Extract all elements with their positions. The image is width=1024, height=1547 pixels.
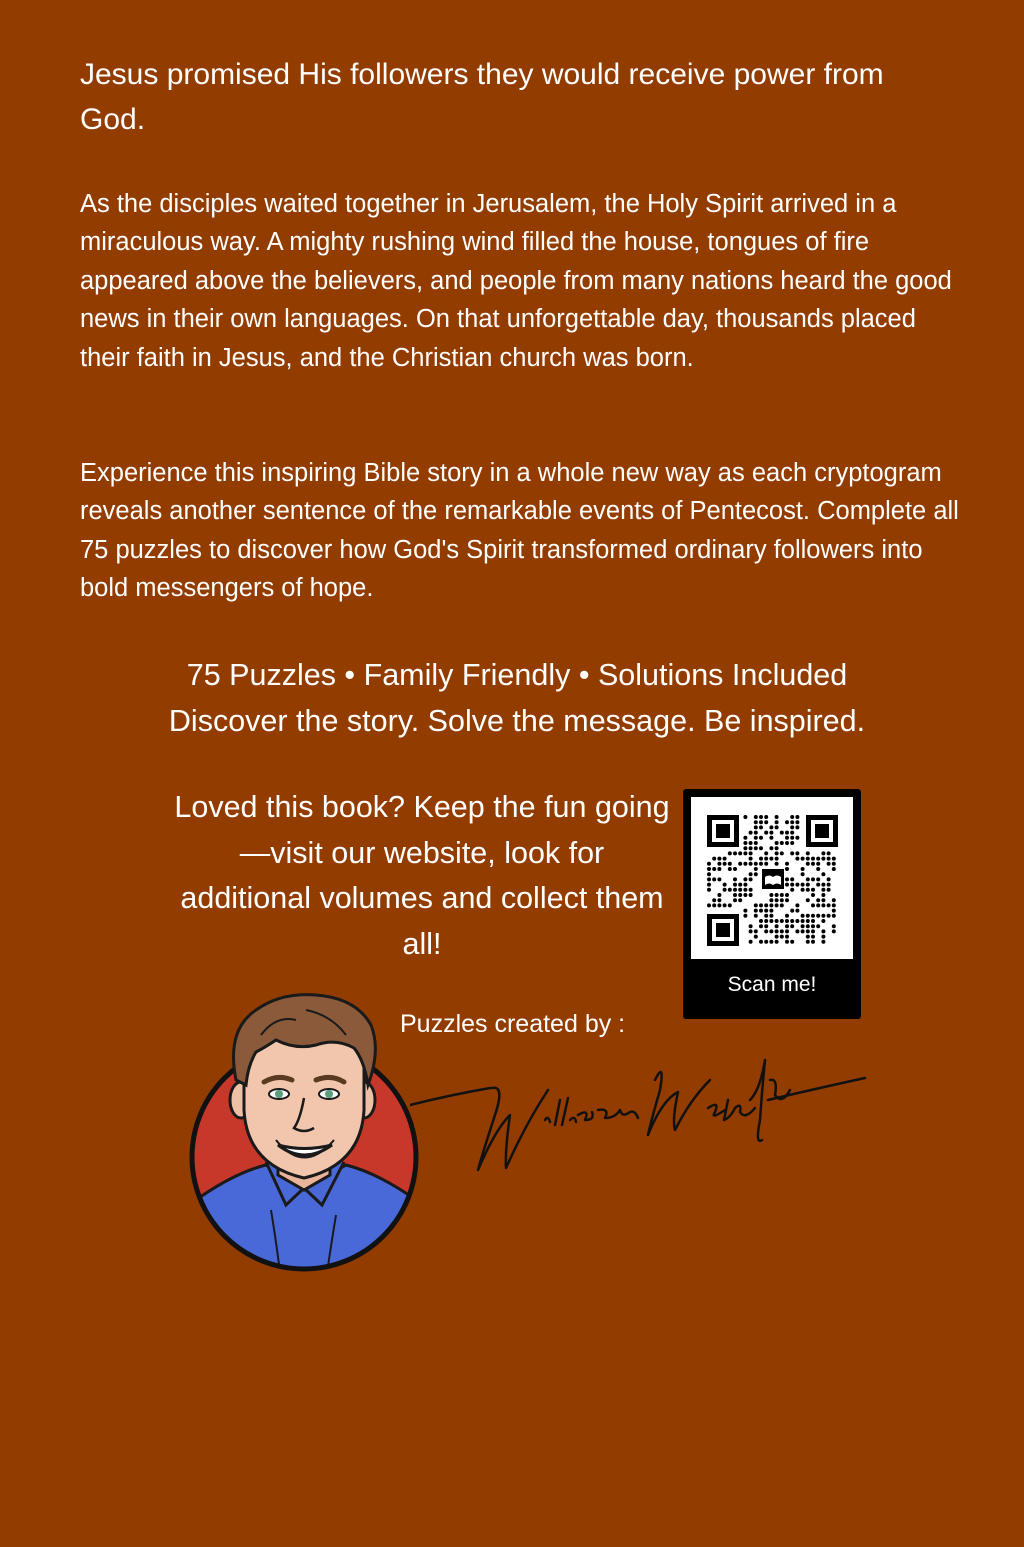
author-avatar: [186, 990, 426, 1280]
tagline-features: 75 Puzzles • Family Friendly • Solutions Included: [186, 658, 848, 692]
qr-scan-label: Scan me!: [727, 973, 817, 996]
qr-code-card[interactable]: [683, 789, 861, 1019]
headline: Jesus promised His followers they would receive power from God.: [80, 58, 884, 136]
credit-label: Puzzles created by :: [400, 1010, 626, 1038]
book-logo-icon: [762, 869, 784, 889]
qr-code[interactable]: [691, 797, 853, 959]
tagline-slogan: Discover the story. Solve the message. Be inspired.: [168, 704, 866, 738]
tagline: [0, 652, 1024, 744]
promo-text: Loved this book? Keep the fun going—visit our website, look for additional volumes and collect them all!: [174, 790, 670, 961]
qr-code-graphic: [691, 797, 853, 959]
story-paragraph: As the disciples waited together in Jerusalem, the Holy Spirit arrived in a miraculous way. A mighty rushing wind filled the house, tongues of fire appeared above the believers, and people from many nations heard the good news in their own languages. On that unforgettable day, thousands placed their faith in Jesus, and the Christian church was born.: [80, 190, 952, 372]
description-paragraph: Experience this inspiring Bible story in a whole new way as each cryptogram reveals another sentence of the remarkable events of Pentecost. Complete all 75 puzzles to discover how God's Spirit transformed ordinary followers into bold messengers of hope.: [80, 459, 959, 603]
author-signature: [410, 1020, 870, 1180]
